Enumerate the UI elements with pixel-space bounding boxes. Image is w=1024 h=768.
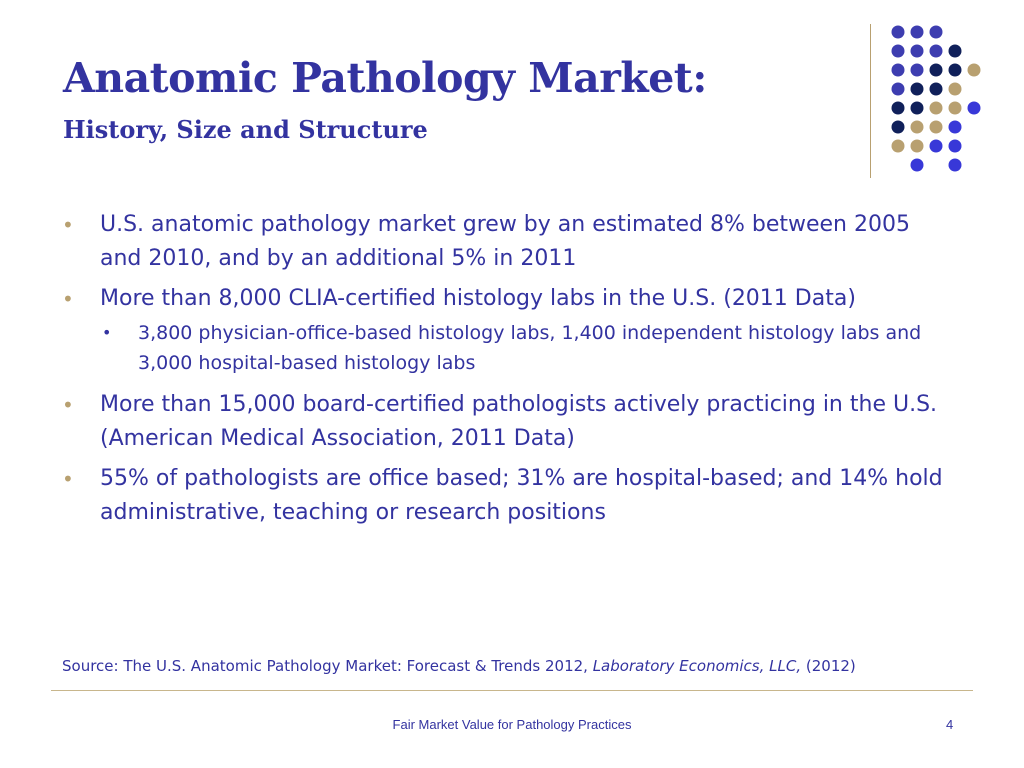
dot (930, 45, 943, 58)
source-citation (62, 654, 856, 678)
dot (949, 140, 962, 153)
dot (892, 83, 905, 96)
dot (892, 121, 905, 134)
dot (911, 102, 924, 115)
dot (892, 26, 905, 39)
bullet-dot-icon: • (62, 287, 74, 311)
dot (892, 140, 905, 153)
bullet-item (62, 388, 952, 456)
dot (949, 45, 962, 58)
sub-bullet-item (62, 318, 952, 378)
bullet-dot-icon: • (62, 213, 74, 237)
dot (949, 83, 962, 96)
dot (930, 140, 943, 153)
source-prefix: Source: The U.S. Anatomic Pathology Market: Forecast & Trends 2012, (62, 657, 593, 675)
bullet-text: More than 8,000 CLIA-certified histology labs in the U.S. (2011 Data) (100, 286, 856, 311)
dot (930, 64, 943, 77)
footer-text: Fair Market Value for Pathology Practices (392, 717, 632, 732)
dot (892, 102, 905, 115)
dot (911, 26, 924, 39)
bullet-list (62, 208, 952, 536)
dot (911, 159, 924, 172)
title-divider-line (870, 24, 871, 178)
dot (930, 26, 943, 39)
dot (949, 102, 962, 115)
dot (911, 45, 924, 58)
source-year: (2012) (801, 657, 856, 675)
dot (911, 83, 924, 96)
bullet-dot-icon: • (62, 467, 74, 491)
dot (968, 64, 981, 77)
sub-bullet-dot-icon: • (102, 323, 112, 342)
dot (949, 64, 962, 77)
bullet-item (62, 462, 952, 530)
bullet-text: U.S. anatomic pathology market grew by an estimated 8% between 2005 and 2010, and by an additional 5% in 2011 (100, 212, 910, 271)
slide-subtitle: History, Size and Structure (63, 115, 428, 144)
dot (968, 102, 981, 115)
dot (930, 102, 943, 115)
dot (949, 159, 962, 172)
footer-divider-line (51, 690, 973, 691)
bullet-item (62, 208, 952, 276)
sub-bullet-text: 3,800 physician-office-based histology labs, 1,400 independent histology labs and 3,000 hospital-based histology labs (138, 322, 922, 374)
bullet-item (62, 282, 952, 316)
dot (949, 121, 962, 134)
bullet-text: More than 15,000 board-certified pathologists actively practicing in the U.S. (American Medical Association, 2011 Data) (100, 392, 938, 451)
dot (892, 45, 905, 58)
page-number: 4 (946, 717, 954, 732)
dot (911, 140, 924, 153)
dot (911, 121, 924, 134)
dot (930, 83, 943, 96)
dot (930, 121, 943, 134)
dot (892, 64, 905, 77)
bullet-text: 55% of pathologists are office based; 31% are hospital-based; and 14% hold administrative, teaching or research positions (100, 466, 943, 525)
slide-title: Anatomic Pathology Market: (63, 54, 707, 102)
source-publisher: Laboratory Economics, LLC, (592, 657, 802, 675)
dot (911, 64, 924, 77)
bullet-dot-icon: • (62, 393, 74, 417)
